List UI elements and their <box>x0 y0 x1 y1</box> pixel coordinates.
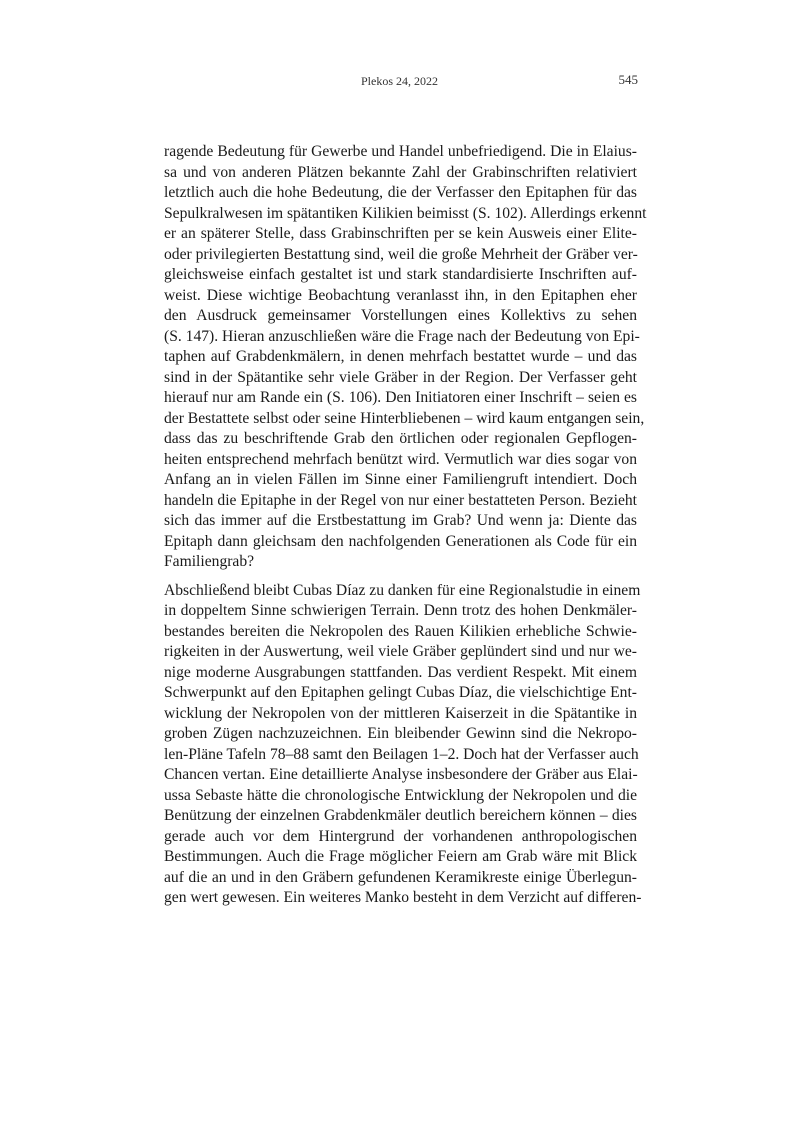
text-line: sind in der Spätantike sehr viele Gräber in der Region. Der Verfasser geht <box>164 368 637 386</box>
text-line: groben Zügen nachzuzeichnen. Ein bleibender Gewinn sind die Nekropo- <box>164 725 637 742</box>
text-line: Benützung der einzelnen Grabdenkmäler deutlich bereichern können – dies <box>164 807 637 824</box>
text-line: der Bestattete selbst oder seine Hinterbliebenen – wird kaum entgangen sein, <box>164 409 645 427</box>
text-line: Sepulkralwesen im spätantiken Kilikien beimisst (S. 102). Allerdings erkennt <box>164 204 647 222</box>
text-line: Chancen vertan. Eine detaillierte Analyse insbesondere der Gräber aus Elai- <box>164 766 638 783</box>
text-line: in doppeltem Sinne schwierigen Terrain. Denn trotz des hohen Denkmäler- <box>164 602 637 619</box>
text-line: er an späterer Stelle, dass Grabinschriften per se kein Ausweis einer Elite- <box>164 225 637 242</box>
text-line: auf die an und in den Gräbern gefundenen Keramikreste einige Überlegun- <box>164 868 637 886</box>
text-line: dass das zu beschriftende Grab den örtlichen oder regionalen Gepflogen- <box>164 430 637 447</box>
text-line: weist. Diese wichtige Beobachtung veranlasst ihn, in den Epitaphen eher <box>164 286 637 304</box>
paragraph-1 <box>164 142 647 573</box>
text-line: Anfang an in vielen Fällen im Sinne einer Familiengruft intendiert. Doch <box>164 471 637 488</box>
text-line: len-Pläne Tafeln 78–88 samt den Beilagen 1–2. Doch hat der Verfasser auch <box>164 745 639 763</box>
page-number: 545 <box>618 72 638 87</box>
text-line: wicklung der Nekropolen von der mittleren Kaiserzeit in die Spätantike in <box>164 704 637 722</box>
text-line: Bestimmungen. Auch die Frage möglicher Feiern am Grab wäre mit Blick <box>164 848 637 865</box>
text-line: gerade auch vor dem Hintergrund der vorhandenen anthropologischen <box>164 827 637 845</box>
journal-citation: Plekos 24, 2022 <box>360 74 438 88</box>
text-line: taphen auf Grabdenkmälern, in denen mehrfach bestattet wurde – und das <box>164 348 637 365</box>
text-line: handeln die Epitaphe in der Regel von nur einer bestatteten Person. Bezieht <box>164 491 637 509</box>
text-line: sich das immer auf die Erstbestattung im Grab? Und wenn ja: Diente das <box>164 512 637 529</box>
text-line: gleichsweise einfach gestaltet ist und stark standardisierte Inschriften auf- <box>164 266 637 283</box>
paragraph-gap <box>164 573 637 581</box>
text-line: hierauf nur am Rande ein (S. 106). Den Initiatoren einer Inschrift – seien es <box>164 389 637 406</box>
paragraph-2 <box>164 581 642 909</box>
text-line: Abschließend bleibt Cubas Díaz zu danken für eine Regionalstudie in einem <box>164 581 641 599</box>
text-line: den Ausdruck gemeinsamer Vorstellungen eines Kollektivs zu sehen <box>164 307 637 324</box>
body-text <box>164 142 647 909</box>
text-line: ussa Sebaste hätte die chronologische Entwicklung der Nekropolen und die <box>164 786 637 804</box>
text-line: oder privilegierten Bestattung sind, weil die große Mehrheit der Gräber ver- <box>164 245 638 263</box>
text-line: bestandes bereiten die Nekropolen des Rauen Kilikien erhebliche Schwie- <box>164 622 637 640</box>
running-head <box>0 70 799 90</box>
text-line: Epitaph dann gleichsam den nachfolgenden Generationen als Code für ein <box>164 532 637 550</box>
text-line: sa und von anderen Plätzen bekannte Zahl der Grabinschriften relativiert <box>164 163 637 181</box>
text-line: Schwerpunkt auf den Epitaphen gelingt Cubas Díaz, die vielschichtige Ent- <box>164 684 637 701</box>
text-line: nige moderne Ausgrabungen stattfanden. Das verdient Respekt. Mit einem <box>164 663 637 681</box>
text-line: (S. 147). Hieran anzuschließen wäre die Frage nach der Bedeutung von Epi- <box>164 327 640 345</box>
text-line: ragende Bedeutung für Gewerbe und Handel unbefriedigend. Die in Elaius- <box>164 143 637 160</box>
text-line: Familiengrab? <box>164 553 255 570</box>
text-line: heiten entsprechend mehrfach benützt wird. Vermutlich war dies sogar von <box>164 450 637 468</box>
text-line: letztlich auch die hohe Bedeutung, die der Verfasser den Epitaphen für das <box>164 184 637 201</box>
text-line: rigkeiten in der Auswertung, weil viele Gräber geplündert sind und nur we- <box>164 643 637 660</box>
text-line: gen wert gewesen. Ein weiteres Manko besteht in dem Verzicht auf differen- <box>164 889 642 906</box>
